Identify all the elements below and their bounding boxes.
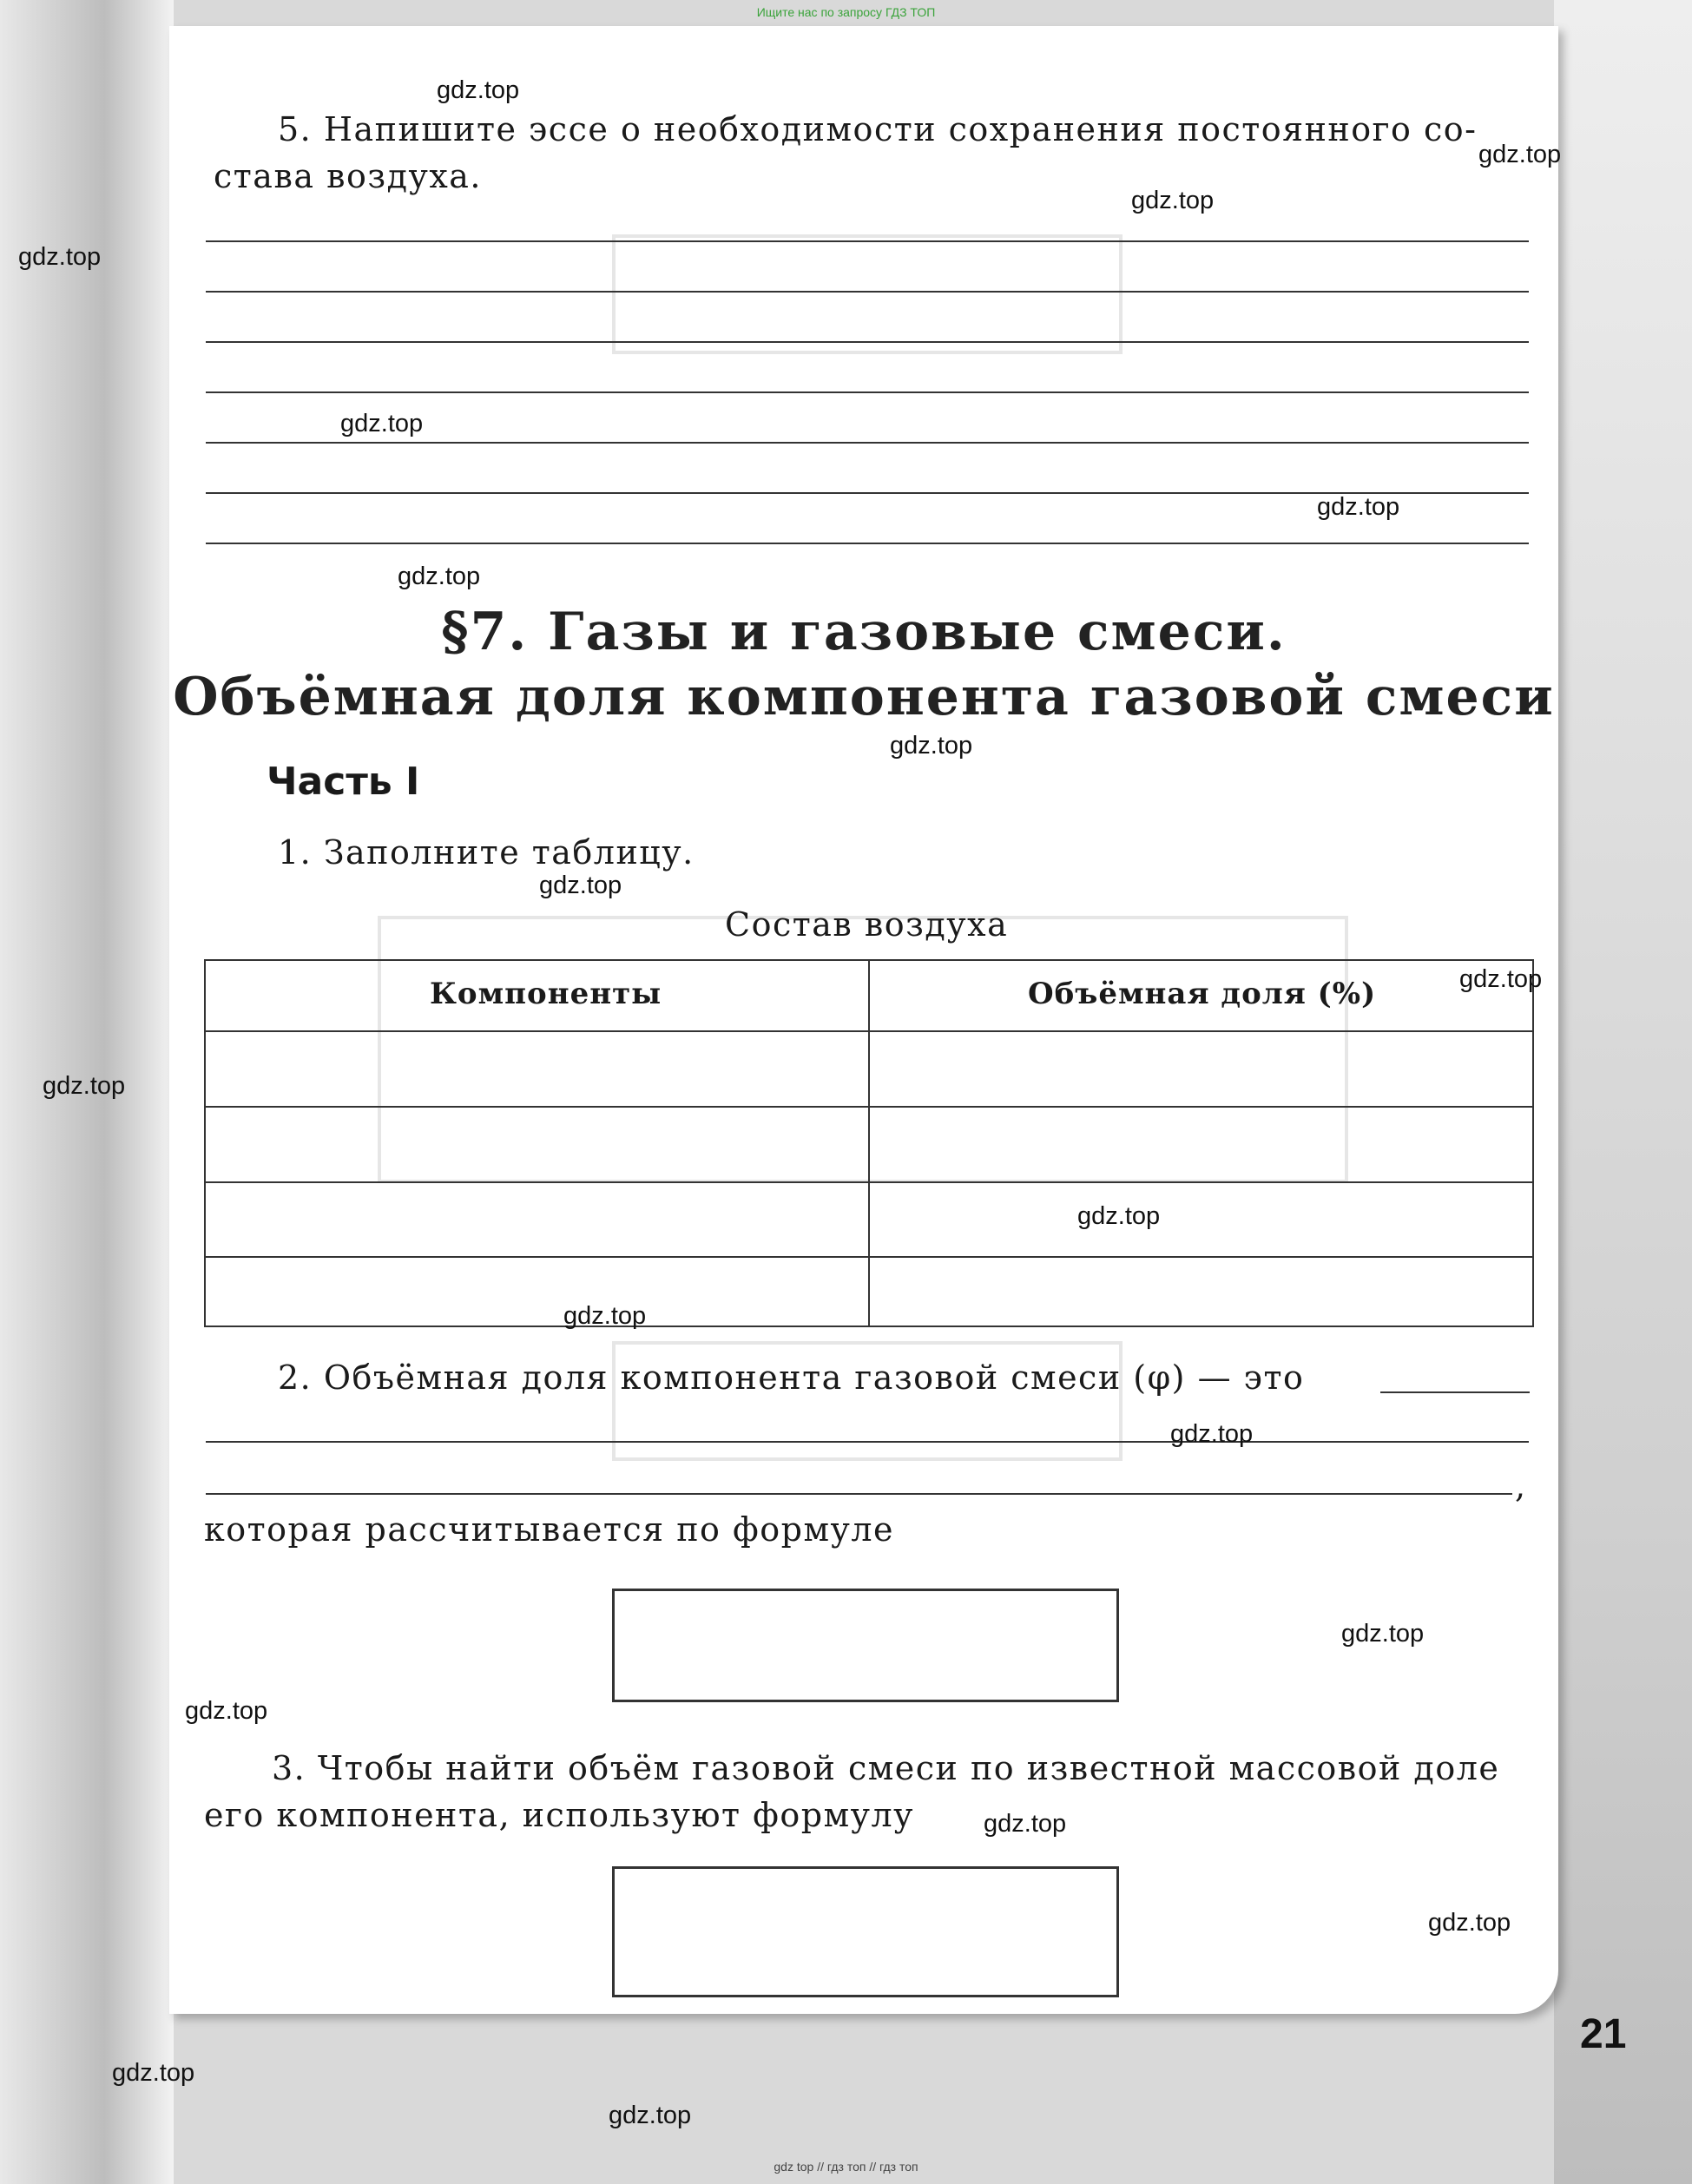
watermark: gdz.top [112,2059,195,2087]
page-edge-background [1554,0,1692,2184]
table-cell-fraction[interactable] [870,1183,1531,1254]
watermark: gdz.top [1077,1202,1161,1230]
top-banner: Ищите нас по запросу ГДЗ ТОП [756,5,936,19]
watermark: gdz.top [539,872,622,899]
formula-answer-box[interactable] [612,1866,1119,1997]
watermark: gdz.top [18,243,102,271]
watermark: gdz.top [1428,1909,1511,1937]
watermark: gdz.top [609,2102,692,2129]
workbook-page [169,26,1558,2014]
answer-line[interactable] [206,291,1529,293]
watermark: gdz.top [1131,187,1215,214]
answer-line[interactable] [206,1441,1529,1443]
answer-line[interactable] [206,543,1529,544]
answer-line[interactable] [206,341,1529,343]
table-cell-component[interactable] [206,1032,866,1104]
page-number: 21 [1580,2011,1627,2057]
watermark: gdz.top [1317,493,1400,521]
watermark: gdz.top [43,1072,126,1100]
watermark: gdz.top [1459,965,1543,993]
answer-line[interactable] [206,240,1529,242]
watermark: gdz.top [890,732,973,760]
task5-line2: става воздуха. [214,157,483,195]
table-cell-fraction[interactable] [870,1258,1531,1324]
table-cell-fraction[interactable] [870,1032,1531,1104]
task5-line1: 5. Напишите эссе о необходимости сохранения постоянного со- [278,110,1478,148]
table-cell-component[interactable] [206,1183,866,1254]
watermark: gdz.top [1170,1420,1254,1448]
part-heading: Часть I [267,760,420,804]
section-title-line2: Объёмная доля компонента газовой смеси [173,667,1555,727]
bottom-footer: gdz top // гдз топ // гдз топ [774,2160,918,2174]
answer-line[interactable] [206,391,1529,393]
watermark: gdz.top [984,1810,1067,1838]
answer-line[interactable] [1380,1391,1530,1393]
formula-answer-box[interactable] [612,1589,1119,1702]
answer-line[interactable] [206,442,1529,444]
task2-continuation: которая рассчитывается по формуле [204,1510,894,1549]
task2-text: 2. Объёмная доля компонента газовой смеси (φ) — это [278,1358,1305,1397]
section-title-line1: §7. Газы и газовые смеси. [441,602,1287,662]
task3-line1: 3. Чтобы найти объём газовой смеси по известной массовой доле [272,1749,1500,1787]
watermark: gdz.top [1478,141,1562,168]
watermark: gdz.top [563,1302,647,1330]
watermark: gdz.top [340,410,424,437]
task3-text [204,1745,1499,1839]
watermark: gdz.top [398,562,481,590]
watermark: gdz.top [437,76,520,104]
trailing-comma: , [1515,1467,1527,1505]
table-header-volume-fraction: Объёмная доля (%) [1028,977,1377,1011]
watermark: gdz.top [1341,1620,1425,1648]
task5-text [214,106,1478,200]
air-composition-table [204,959,1534,1327]
answer-line[interactable] [206,1493,1512,1495]
table-caption: Состав воздуха [725,905,1009,944]
table-cell-component[interactable] [206,1108,866,1180]
table-header-components: Компоненты [430,977,662,1011]
table-cell-fraction[interactable] [870,1108,1531,1180]
task3-line2: его компонента, используют формулу [204,1796,914,1834]
task1-text: 1. Заполните таблицу. [278,833,695,872]
table-cell-component[interactable] [206,1258,866,1324]
show-through-box [612,234,1123,354]
watermark: gdz.top [185,1697,268,1725]
